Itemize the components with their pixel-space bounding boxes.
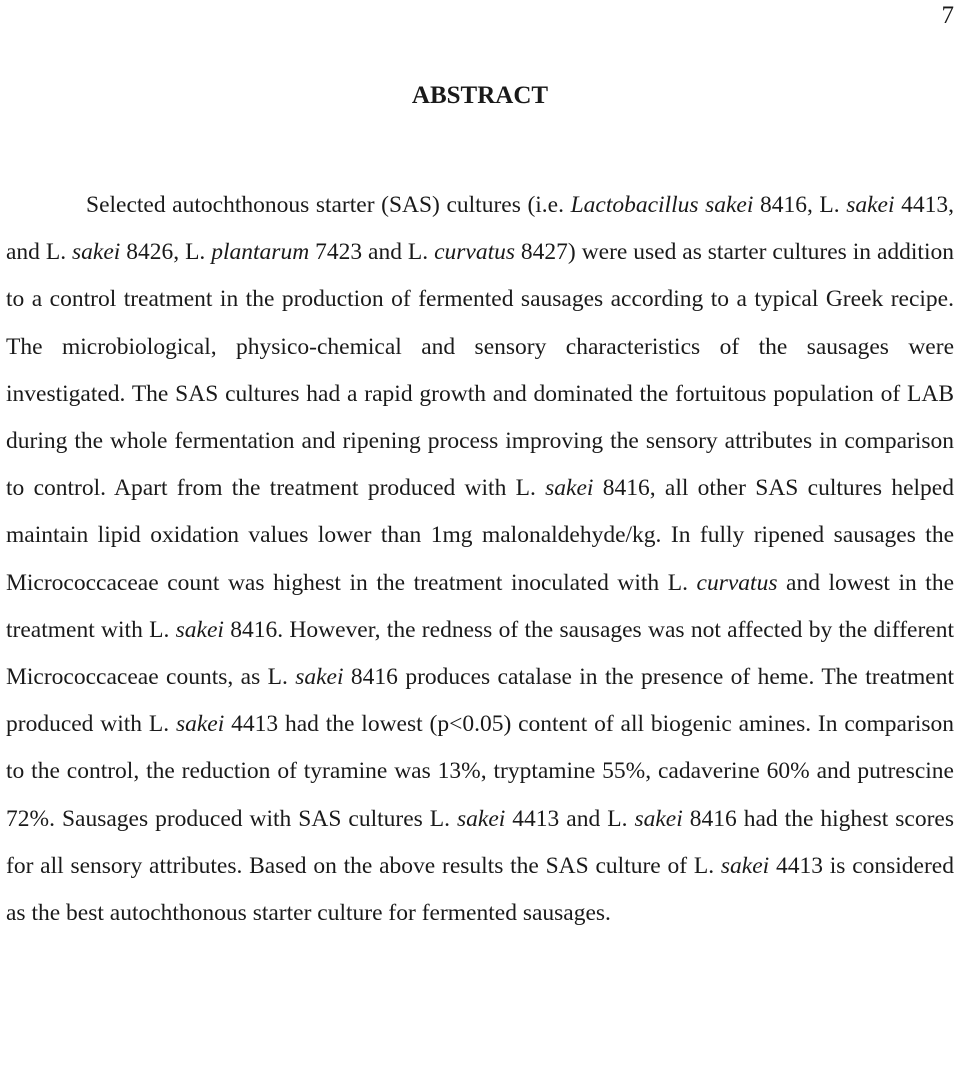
page-number: 7 bbox=[941, 2, 954, 29]
species-name: Lactobacillus sakei bbox=[570, 192, 754, 218]
abstract-text: 8427) were used as starter cultures in addition to a control treatment in the production of fermented sausages according to a typical Greek recipe. The microbiological, physico-chemical and sensory characteristics of the sausages were investigated. The SAS cultures had a rapid growth and dominated the fortuitous population of LAB during the whole fermentation and ripening process improving the sensory attributes in comparison to control. Apart from the treatment produced with L. bbox=[6, 239, 954, 502]
abstract-heading: ABSTRACT bbox=[411, 82, 549, 109]
abstract-text: 8416 produces catalase in the presence of heme. The treatment produced with L. bbox=[6, 664, 954, 738]
species-name: sakei bbox=[457, 805, 506, 832]
abstract-text: and lowest in the treatment with L. bbox=[6, 569, 955, 643]
abstract-text: 7423 and L. bbox=[309, 239, 435, 266]
species-name: sakei bbox=[295, 664, 344, 691]
species-name: sakei bbox=[846, 192, 895, 218]
species-name: sakei bbox=[175, 616, 224, 643]
species-name: sakei bbox=[175, 711, 225, 738]
abstract-text: 4413 is considered as the best autochthonous starter culture for fermented sausages. bbox=[6, 852, 954, 927]
abstract-text: 8416, L. bbox=[753, 192, 847, 218]
species-name: curvatus bbox=[696, 569, 778, 596]
species-name: curvatus bbox=[434, 239, 515, 266]
species-name: sakei bbox=[545, 475, 594, 502]
species-name: sakei bbox=[634, 805, 683, 832]
species-name: sakei bbox=[720, 852, 770, 879]
abstract-text: 4413 and L. bbox=[505, 805, 635, 832]
abstract-text: 4413, and L. bbox=[6, 192, 954, 266]
abstract-body bbox=[6, 182, 954, 937]
abstract-text: 8416, all other SAS cultures helped maintain lipid oxidation values lower than 1mg malonaldehyde/kg. In fully ripened sausages the Micrococcaceae count was highest in the treatment inoculated with L. bbox=[6, 475, 954, 596]
species-name: plantarum bbox=[211, 239, 310, 266]
abstract-text: Selected autochthonous starter (SAS) cultures (i.e. bbox=[86, 192, 571, 218]
abstract-text: 8426, L. bbox=[120, 239, 212, 266]
abstract-text: 8416. However, the redness of the sausages was not affected by the different Micrococcaceae counts, as L. bbox=[6, 616, 954, 691]
species-name: sakei bbox=[72, 239, 121, 266]
abstract-text: 8416 had the highest scores for all sensory attributes. Based on the above results the SAS culture of L. bbox=[6, 805, 954, 879]
abstract-text: 4413 had the lowest (p<0.05) content of all biogenic amines. In comparison to the control, the reduction of tyramine was 13%, tryptamine 55%, cadaverine 60% and putrescine 72%. Sausages produced with SAS cultures L. bbox=[6, 711, 954, 832]
